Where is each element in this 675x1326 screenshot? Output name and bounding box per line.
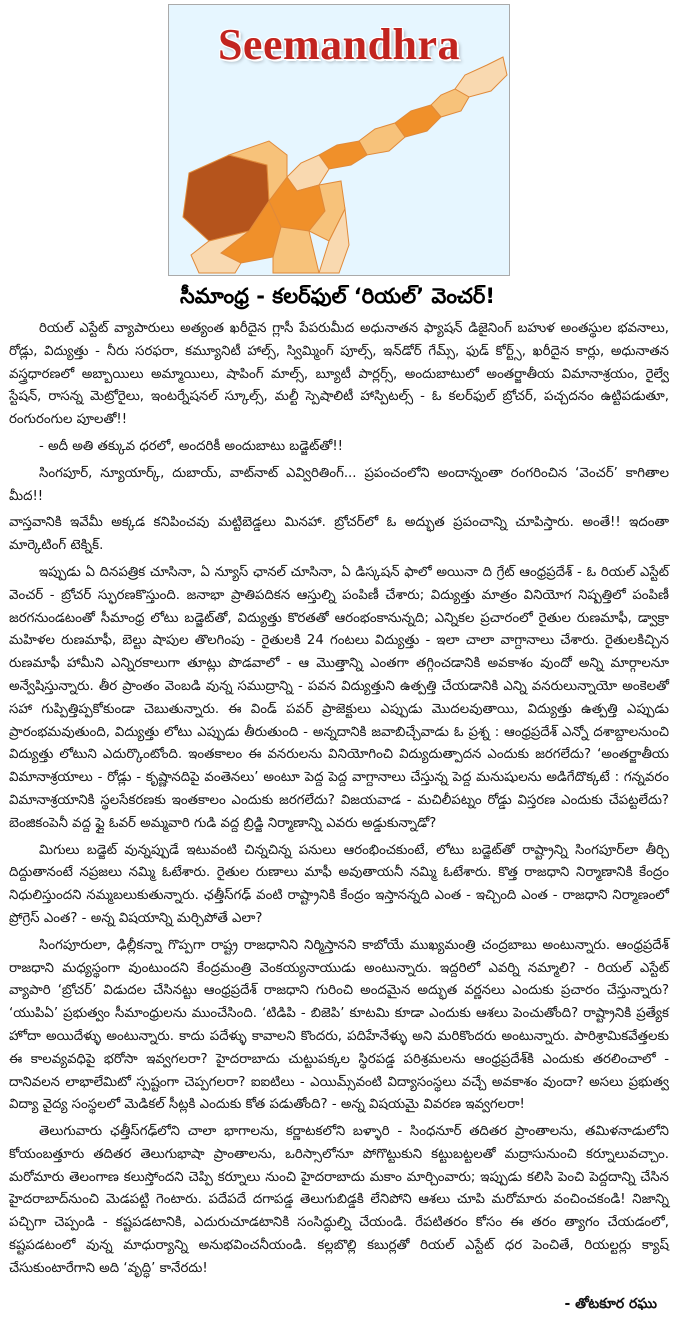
paragraph: ఇప్పుడు ఏ దినపత్రిక చూసినా, ఏ న్యూస్ ఛానల్ చూసినా, ఏ డిస్కషన్ ఫాలో అయినా ది గ్రేట్ ఆంధ్రప్రదేశ్ - ఓ రియల్ ఎస్టేట్ వెంచర్ - బ్రోచర్ స్ఫురణకొస్తుంది. జనాభా ప్రాతిపదికన ఆస్తుల్ని పంపిణీ చేశారు; విద్యుత్తు మాత్రం వినియోగ నిష్పత్తిలో పంపిణీ జరగనుండటంతో సీమాంధ్ర లోటు బడ్జెట్‌తో, విద్యుత్తు కొరతతో ఆరంభంకానున్నది; ఎన్నికల ప్రచారంలో రైతుల రుణమాఫీ, డ్వాక్రా మహిళల రుణమాఫీ, బెల్టు షాపుల తొలగింపు - రైతులకి 24 గంటలు విద్యుత్తు - ఇలా చాలా వాగ్దానాలు చేశారు. రైతులకిచ్చిన రుణమాఫీ హామీని ఎన్నిరకాలుగా తూట్లు పొడవాలో - ఆ మొత్తాన్ని ఎంతగా తగ్గించడానికి అవకాశం వుందో అన్ని మార్గాలనూ అన్వేషిస్తున్నారు. తీర ప్రాంతం వెంబడి వున్న సముద్రాన్ని - పవన విద్యుత్తుని ఉత్పత్తి చేయడానికి ఎన్ని వనరులున్నాయో అంకెలతో సహా గుప్పిత్తిప్పకోకుండా చెబుతున్నారు. ఈ విండ్ పవర్ ప్రాజెక్టులు ఎప్పుడు మొదలవుతాయి, విద్యుత్తు ఉత్పత్తి ఎప్పుడు ప్రారంభమవుతుంది, విద్యుత్తు లోటు ఎప్పుడు తీరుతుంది - అన్నదానికి జవాబిచ్చేవాడు ఓ ప్రశ్న : ఆంధ్రప్రదేశ్ ఎన్నో దశాబ్దాలనుంచి విద్యుత్తు లోటుని ఎదుర్కొంటోంది. ఇంతకాలం ఈ వనరులను వినియోగించి విద్యుదుత్పాదన ఎందుకు జరగలేదు? ‘అంతర్జాతీయ విమానాశ్రయాలు - రోడ్లు - కృష్ణానదిపై వంతెనలు’ అంటూ పెద్ద పెద్ద వాగ్దానాలు చేస్తున్న పెద్ద మనుషులను అడిగేదొక్కటే : గన్నవరం విమానాశ్రయానికి స్థలసేకరణకు ఇంతకాలం ఎందుకు జరగలేదు? విజయవాడ - మచిలీపట్నం రోడ్డు విస్తరణ ఎందుకు చేపట్టలేదు? బెంజికంపెనీ వద్ద ఫ్లై ఓవర్ అమ్మవారి గుడి వద్ద బ్రిడ్జి నిర్మాణాన్ని ఎవరు అడ్డుకున్నాడో? [9, 564, 669, 831]
paragraph: తెలుగువారు ఛత్తీస్‌గఢ్‌లోని చాలా భాగాలను, కర్ణాటకలోని బళ్ళారి - సింధనూర్ తదితర ప్రాంతాలను, తమిళనాడులోని కోయంబత్తూరు తదితర తెలుగుభాషా ప్రాంతాలను, ఒరిస్సాలోనూ పోగొట్టుకుని కట్టుబట్టలతో మద్రాసునుంచి కర్నూలువచ్చాం. మరోమారు తెలంగాణ కలుస్తోందని చెప్పి కర్నూలు నుంచి హైదరాబాదు మకాం మార్చింవారు; ఇప్పుడు కలిసి పెంచి పెద్దదాన్ని చేసిన హైదరాబాద్‌నుంచి మెడపట్టి గెంటారు. పదేపదే దగాపడ్డ తెలుగుబిడ్డకి లేనిపోని ఆశలు చూపి మరోమారు వంచించకండి! నిజాన్ని పచ్చిగా చెప్పండి - కష్టపడటానికి, ఎదురుచూడటానికి సంసిద్ధుల్ని చేయండి. రేపటితరం కోసం ఈ తరం త్యాగం చేయడంలో, కష్టపడటంలో వున్న మాధుర్యాన్ని అనుభవించనీయండి. కల్లబొల్లి కబుర్లతో రియల్ ఎస్టేట్ ధర పెంచితే, రియల్టర్లు క్యాష్ చేసుకుంటారేగాని అది ‘వృద్ధి’ కానేరదు! [9, 1124, 669, 1276]
article-headline: సీమాంధ్ర - కలర్‌ఫుల్ ‘రియల్’ వెంచర్! [180, 284, 495, 308]
author-byline: - తోటకూర రఘు [564, 1296, 657, 1312]
paragraph: సింగపూరులా, ఢిల్లీకన్నా గొప్పగా రాష్ట్ర రాజధానిని నిర్మిస్తానని కాబోయే ముఖ్యమంత్రి చంద్రబాబు అంటున్నారు. ఆంధ్రప్రదేశ్ రాజధాని మధ్యస్థంగా వుంటుందని కేంద్రమంత్రి వెంకయ్యనాయుడు అంటున్నారు. ఇద్దరిలో ఎవర్ని నమ్మాలి? - రియల్ ఎస్టేట్ వ్యాపారి ‘బ్రోచర్’ విడుదల చేసినట్టు ఆంధ్రప్రదేశ్ రాజధాని గురించి అందమైన అద్భుత వర్ణనలు ఎందుకు ప్రచారం చేస్తున్నారు? ‘యుపిఏ’ ప్రభుత్వం సీమాంధ్రులను ముంచేసింది. ‘టిడిపి - బిజెపి’ కూటమి కూడా ఎందుకు ఆశలు పెంచుతోంది? రాష్ట్రానికి ప్రత్యేక హోదా అయిదేళ్ళు అంటున్నారు. కాదు పదేళ్ళు కావాలని కొందరు, పదిహేనేళ్ళు అని మరికొందరు అంటున్నారు. పారిశ్రామికవేత్తలకు ఈ కాలవ్యవధిపై భరోసా ఇవ్వగలరా? హైదరాబాదు చుట్టుపక్కల స్థిరపడ్డ పరిశ్రమలను ఆంధ్రప్రదేశ్‌కి ఎందుకు తరలించాలో - దానివలన లాభాలేమిటో స్పష్టంగా చెప్పగలరా? ఐఐటిలు - ఎయిమ్స్‌వంటి విద్యాసంస్థలు వచ్చే అవకాశం వుందా? అసలు ప్రభుత్వ విద్యా వైద్య సంస్థలలో మెడికల్ సీట్లకి ఎందుకు కోత పడుతోంది? - అన్న విషయమై వివరణ ఇవ్వగలరా! [9, 937, 669, 1113]
article-body [9, 318, 669, 1285]
paragraph: మిగులు బడ్జెట్ వున్నప్పుడే ఇటువంటి చిన్నచిన్న పనులు ఆరంభించకుంటే, లోటు బడ్జెట్‌తో రాష్ట్రాన్ని సింగపూర్‌లా తీర్చి దిద్దుతానంటే నప్రజలు నమ్మి ఓటేశారు. రైతుల రుణాలు మాఫీ అవుతాయనీ నమ్మి ఓటేశారు. కొత్త రాజధాని నిర్మాణానికి కేంద్రం నిధులిస్తుందని నమ్మబలుకుతున్నారు. ఛత్తీస్‌గఢ్ వంటి రాష్ట్రానికి కేంద్రం ఇస్తానన్నది ఎంత - ఇచ్చింది ఎంత - రాజధాని నిర్మాణంలో ప్రోగ్రెస్ ఎంత? - అన్న విషయాన్ని మర్చిపోతే ఎలా? [9, 842, 669, 926]
seemandhra-map-image [168, 4, 510, 276]
paragraph: రియల్ ఎస్టేట్ వ్యాపారులు అత్యంత ఖరీదైన గ్లాసీ పేపరుమీద అధునాతన ఫ్యాషన్ డిజైనింగ్ బహుళ అంతస్థుల భవనాలు, రోడ్లు, విద్యుత్తు - నీరు సరఫరా, కమ్యూనిటీ హాల్స్, స్విమ్మింగ్ పూల్స్, ఇన్‌డోర్ గేమ్స్, ఫుడ్ కోర్ట్స్, ఖరీదైన కార్లు, అధునాతన వస్త్రధారణలో అబ్బాయిలు అమ్మాయిలు, షాపింగ్ మాల్స్, బ్యూటీ పార్లర్స్, అందుబాటులో అంతర్జాతీయ విమానాశ్రయం, రైల్వే స్టేషన్, రాసన్న మెట్రోరైలు, ఇంటర్నేషనల్ స్కూల్స్, మల్టీ స్పెషాలిటీ హాస్పిటల్స్ - ఓ కలర్‌ఫుల్ బ్రోచర్, పచ్చదనం ఉట్టిపడుతూ, రంగురంగుల పూలతో!! [9, 321, 669, 428]
paragraph: సింగపూర్, న్యూయార్క్, దుబాయ్, వాట్‌నాట్ ఎవ్విరితింగ్... ప్రపంచంలోని అందాన్నంతా రంగరించిన ‘వెంచర్’ కాగితాల మీద!! [9, 465, 669, 504]
paragraph: వాస్తవానికి ఇవేమీ అక్కడ కనిపించవు మట్టిబెడ్డలు మినహా. బ్రోచర్‌లో ఓ అద్భుత ప్రపంచాన్ని చూపిస్తారు. అంతే!! ఇదంతా మార్కెటింగ్ టెక్నిక్. [9, 515, 669, 554]
map-title: Seemandhra [217, 20, 461, 69]
paragraph: - అదీ అతి తక్కువ ధరలో, అందరికీ అందుబాటు బడ్జెట్‌తో!! [39, 438, 343, 454]
